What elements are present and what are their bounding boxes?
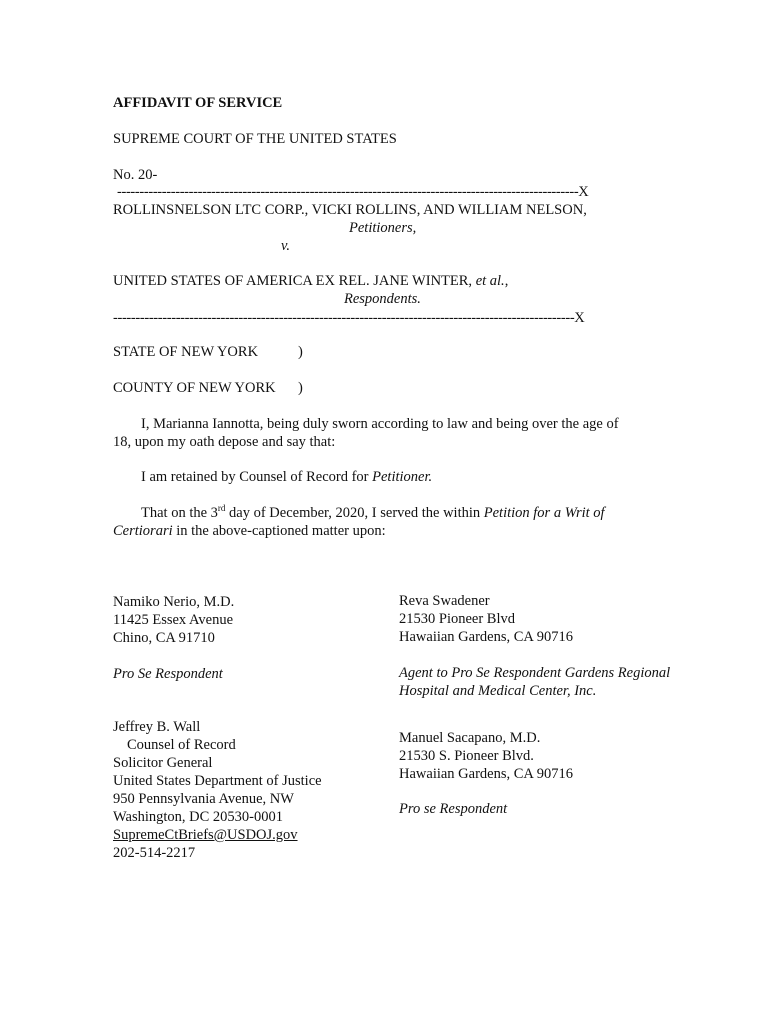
recipient-role-line: Agent to Pro Se Respondent Gardens Regional <box>399 665 671 681</box>
service-statement-line-2 <box>113 522 386 540</box>
respondents-names-text: UNITED STATES OF AMERICA EX REL. JANE WINTER, <box>113 273 473 289</box>
recipient-sacapano-role: Pro se Respondent <box>399 801 508 817</box>
served-document-title: Petition for a Writ of <box>483 505 605 521</box>
served-document-title-cont: Certiorari <box>113 523 173 539</box>
recipient-organization: United States Department of Justice <box>113 773 322 789</box>
recipient-name: Manuel Sacapano, M.D. <box>399 730 541 746</box>
service-statement-line-1 <box>141 504 605 522</box>
recipient-address-line: 21530 Pioneer Blvd <box>399 611 515 627</box>
recipient-phone: 202-514-2217 <box>113 845 196 861</box>
venue-county-paren: ) <box>298 380 303 396</box>
respondents-comma: , <box>504 273 509 289</box>
caption-separator-bottom: -------------------------------------------------------------------------------------------------------X <box>113 310 585 326</box>
venue-state-paren: ) <box>298 344 303 360</box>
recipient-address-line: 21530 S. Pioneer Blvd. <box>399 748 534 764</box>
retained-statement <box>141 468 432 486</box>
oath-line-1: I, Marianna Iannotta, being duly sworn according to law and being over the age of <box>141 416 619 432</box>
recipient-address-line: Chino, CA 91710 <box>113 630 215 646</box>
recipient-title: Solicitor General <box>113 755 213 771</box>
recipient-nerio <box>113 593 234 647</box>
case-number: No. 20- <box>113 167 158 183</box>
recipient-name: Jeffrey B. Wall <box>113 719 201 735</box>
petitioners-names: ROLLINSNELSON LTC CORP., VICKI ROLLINS, AND WILLIAM NELSON, <box>113 202 587 218</box>
respondents-names <box>113 272 508 290</box>
versus-label: v. <box>281 238 290 254</box>
recipient-name: Namiko Nerio, M.D. <box>113 594 235 610</box>
retained-text: I am retained by Counsel of Record for <box>141 469 373 485</box>
recipient-address-line: Hawaiian Gardens, CA 90716 <box>399 766 573 782</box>
caption-separator-top: -------------------------------------------------------------------------------------------------------X <box>117 184 589 200</box>
venue-county: COUNTY OF NEW YORK <box>113 380 276 396</box>
served-sup: rd <box>217 503 226 514</box>
venue-state: STATE OF NEW YORK <box>113 344 259 360</box>
document-heading: AFFIDAVIT OF SERVICE <box>113 95 283 111</box>
recipient-swadener-role <box>399 664 670 700</box>
recipient-name: Reva Swadener <box>399 593 490 609</box>
recipient-role-line: Hospital and Medical Center, Inc. <box>399 683 597 699</box>
respondents-label: Respondents. <box>344 291 421 307</box>
recipient-address-line: 11425 Essex Avenue <box>113 612 234 628</box>
recipient-nerio-role: Pro Se Respondent <box>113 666 223 682</box>
petitioners-label: Petitioners, <box>349 220 417 236</box>
oath-line-2: 18, upon my oath depose and say that: <box>113 434 336 450</box>
retained-party: Petitioner. <box>372 469 433 485</box>
recipient-swadener <box>399 592 573 646</box>
served-pre: That on the 3 <box>141 505 218 521</box>
respondents-etal: et al. <box>475 273 505 289</box>
recipient-wall <box>113 718 322 862</box>
recipient-address-line: 950 Pennsylvania Avenue, NW <box>113 791 294 807</box>
recipient-sacapano <box>399 729 573 783</box>
recipient-address-line: Washington, DC 20530-0001 <box>113 809 284 825</box>
served-post: in the above-captioned matter upon: <box>172 523 386 539</box>
served-mid: day of December, 2020, I served the within <box>225 505 484 521</box>
recipient-address-line: Hawaiian Gardens, CA 90716 <box>399 629 573 645</box>
court-name: SUPREME COURT OF THE UNITED STATES <box>113 131 397 147</box>
recipient-title: Counsel of Record <box>127 737 236 753</box>
recipient-email-link[interactable]: SupremeCtBriefs@USDOJ.gov <box>113 827 298 843</box>
